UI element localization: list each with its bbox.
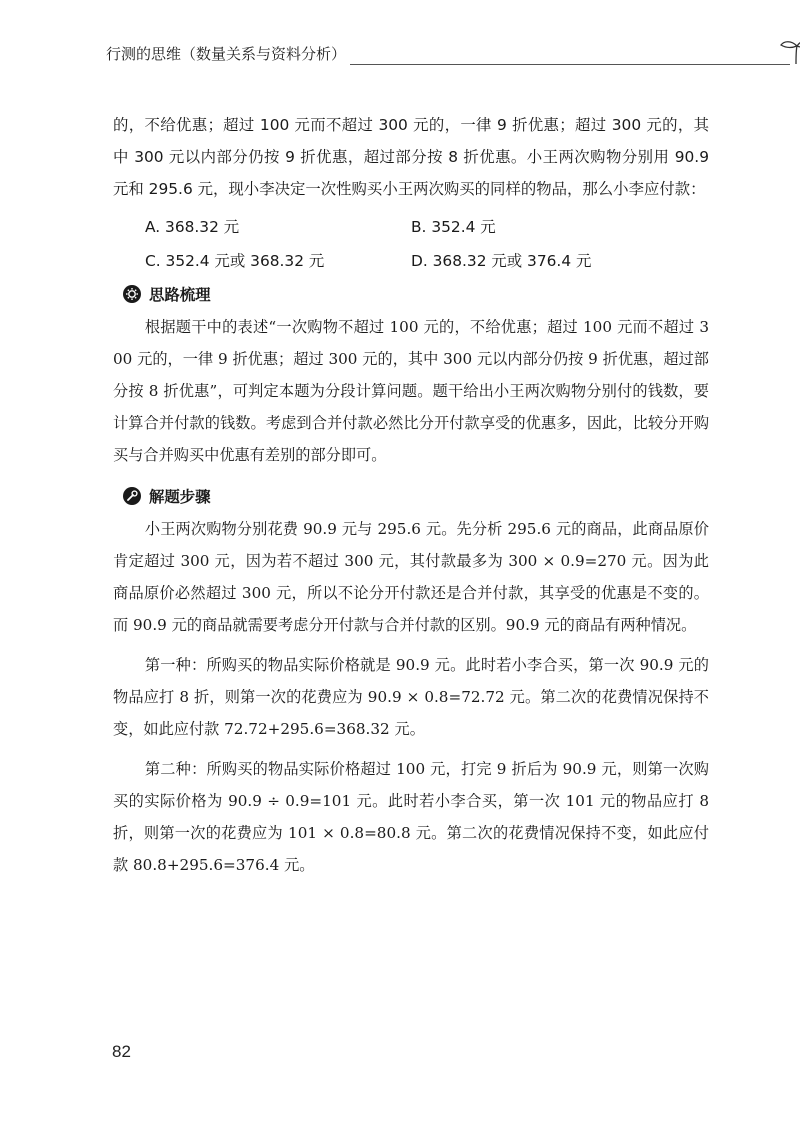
- solution-paragraph: 第一种：所购买的物品实际价格就是 90.9 元。此时若小李合买，第一次 90.9 元的物品应打 8 折，则第一次的花费应为 90.9 × 0.8=72.72 元。第二次的花费情况保持不变，如此应付款 72.72+295.6=368.32 元。: [113, 656, 709, 738]
- main-content: [113, 109, 709, 881]
- option-c: C. 352.4 元或 368.32 元: [145, 252, 325, 270]
- option-a: A. 368.32 元: [145, 218, 240, 236]
- analysis-paragraph: 根据题干中的表述“一次购物不超过 100 元的，不给优惠；超过 100 元而不超过 300 元的，一律 9 折优惠；超过 300 元的，其中 300 元以内部分仍按 9 折优惠，超过部分按 8 折优惠”，可判定本题为分段计算问题。题干给出小王两次购物分别付的钱数，要计算合并付款的钱数。考虑到合并付款必然比分开付款享受的优惠多，因此，比较分开购买与合并购买中优惠有差别的部分即可。: [113, 318, 709, 464]
- solution-paragraph: 小王两次购物分别花费 90.9 元与 295.6 元。先分析 295.6 元的商品，此商品原价肯定超过 300 元，因为若不超过 300 元，其付款最多为 300 × 0.9=270 元。因为此商品原价必然超过 300 元，所以不论分开付款还是合并付款，其享受的优惠是不变的。而 90.9 元的商品就需要考虑分开付款与合并付款的区别。90.9 元的商品有两种情况。: [113, 520, 709, 634]
- option-d: D. 368.32 元或 376.4 元: [411, 252, 592, 270]
- section-heading-solution: [113, 479, 709, 513]
- header-rule: [350, 64, 790, 65]
- section-title: 思路梳理: [149, 286, 211, 304]
- section-title: 解题步骤: [149, 488, 211, 506]
- answer-options: [113, 209, 709, 277]
- question-text: 的，不给优惠；超过 100 元而不超过 300 元的，一律 9 折优惠；超过 300 元的，其中 300 元以内部分仍按 9 折优惠，超过部分按 8 折优惠。小王两次购物分别用 90.9 元和 295.6 元，现小李决定一次性购买小王两次购买的同样的物品，那么小李应付款：: [113, 116, 709, 198]
- option-b: B. 352.4 元: [411, 218, 496, 236]
- options-row: [113, 209, 709, 243]
- wrench-icon: [123, 487, 141, 505]
- sprout-icon: [776, 36, 800, 66]
- header-title: 行测的思维（数量关系与资料分析）: [106, 46, 347, 63]
- options-row: [113, 243, 709, 277]
- solution-paragraph: 第二种：所购买的物品实际价格超过 100 元，打完 9 折后为 90.9 元，则第一次购买的实际价格为 90.9 ÷ 0.9=101 元。此时若小李合买，第一次 101 元的物品应打 8 折，则第一次的花费应为 101 × 0.8=80.8 元。第二次的花费情况保持不变，如此应付款 80.8+295.6=376.4 元。: [113, 760, 709, 874]
- running-header: [106, 46, 706, 76]
- page-number: 82: [112, 1042, 131, 1061]
- gear-icon: [123, 285, 141, 303]
- section-heading-analysis: [113, 277, 709, 311]
